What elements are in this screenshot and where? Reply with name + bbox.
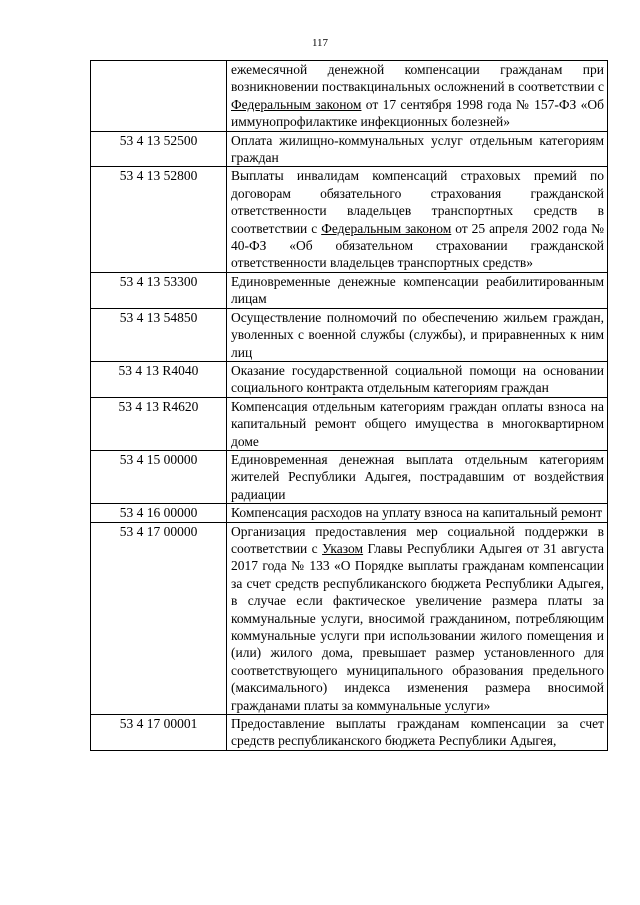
- row-description: [227, 308, 608, 361]
- description-text: Осуществление полномочий по обеспечению жильем граждан, уволенных с военной службы (службы), и приравненных к ним лиц: [231, 309, 604, 360]
- row-description: [227, 450, 608, 503]
- row-description: [227, 397, 608, 450]
- description-text: Организация предоставления мер социальной поддержки в соответствии с: [231, 523, 604, 556]
- law-link[interactable]: Федеральным законом: [321, 220, 452, 236]
- table-row: [91, 504, 608, 522]
- description-text: Оплата жилищно-коммунальных услуг отдельным категориям граждан: [231, 132, 604, 166]
- row-code: 53 4 13 54850: [91, 308, 227, 361]
- row-code: 53 4 15 00000: [91, 450, 227, 503]
- row-description: [227, 361, 608, 397]
- row-description: [227, 272, 608, 308]
- row-code: 53 4 13 R4040: [91, 361, 227, 397]
- table-row: [91, 167, 608, 272]
- decree-link[interactable]: Указом: [322, 540, 364, 556]
- row-code: 53 4 17 00000: [91, 522, 227, 714]
- row-code: 53 4 13 R4620: [91, 397, 227, 450]
- table-row: [91, 308, 608, 361]
- description-text: Главы Республики Адыгея от 31 августа 2017 года № 133 «О Порядке выплаты гражданам компенсации за счет средств республиканского бюджета Республики Адыгея, в случае если фактическое увеличение размера платы за коммунальные услуги, вносимой гражданином, потребляющим коммунальные услуги при использовании жилого помещения и (или) жилого дома, превышает размер установленного для соответствующего муниципального образования предельного (максимального) индекса изменения размера вносимой гражданами платы за коммунальные услуги»: [231, 540, 605, 713]
- page-number: 117: [311, 37, 329, 49]
- table-row: [91, 131, 608, 167]
- row-code: 53 4 13 52500: [91, 131, 227, 167]
- row-code: 53 4 16 00000: [91, 504, 227, 522]
- budget-codes-table: [90, 60, 608, 751]
- description-text: ежемесячной денежной компенсации гражданам при возникновении поствакцинальных осложнений в соответствии с: [231, 62, 604, 95]
- description-text: от 17 сентября 1998 года № 157-ФЗ «Об иммунопрофилактике инфекционных болезней»: [231, 96, 604, 130]
- row-code: 53 4 13 52800: [91, 167, 227, 272]
- table-row: [91, 450, 608, 503]
- row-description: [227, 167, 608, 272]
- row-description: [227, 715, 608, 751]
- description-text: Компенсация отдельным категориям граждан оплаты взноса на капитальный ремонт общего имущества в многоквартирном доме: [231, 398, 604, 449]
- row-description: [227, 61, 608, 132]
- table-row: [91, 397, 608, 450]
- row-code: [91, 61, 227, 132]
- description-text: Выплаты инвалидам компенсаций страховых премий по договорам обязательного страхования гражданской ответственности владельцев транспортных средств в соответствии с: [231, 168, 604, 236]
- row-description: [227, 522, 608, 714]
- row-code: 53 4 17 00001: [91, 715, 227, 751]
- row-code: 53 4 13 53300: [91, 272, 227, 308]
- description-text: Единовременная денежная выплата отдельным категориям жителей Республики Адыгея, пострадавшим от воздействия радиации: [231, 451, 604, 502]
- table-row: [91, 522, 608, 714]
- row-description: [227, 131, 608, 167]
- description-text: от 25 апреля 2002 года № 40-ФЗ «Об обязательном страховании гражданской ответственности владельцев транспортных средств»: [231, 220, 604, 271]
- table-row: [91, 61, 608, 132]
- table-row: [91, 715, 608, 751]
- table-row: [91, 361, 608, 397]
- description-text: Предоставление выплаты гражданам компенсации за счет средств республиканского бюджета Республики Адыгея,: [231, 716, 604, 749]
- law-link[interactable]: Федеральным законом: [231, 96, 362, 112]
- row-description: [227, 504, 608, 522]
- description-text: Оказание государственной социальной помощи на основании социального контракта отдельным категориям граждан: [231, 362, 604, 396]
- table-row: [91, 272, 608, 308]
- description-text: Единовременные денежные компенсации реабилитированным лицам: [231, 273, 604, 307]
- description-text: Компенсация расходов на уплату взноса на капитальный ремонт: [231, 505, 603, 521]
